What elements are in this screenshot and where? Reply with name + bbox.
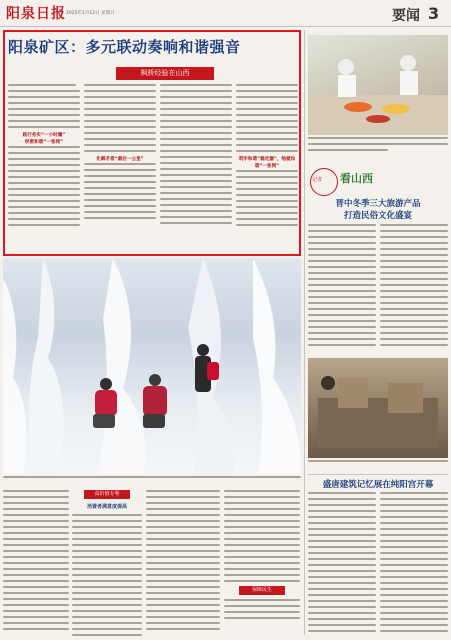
masthead xyxy=(0,0,451,27)
lead-subtitle-1: 践行务实“一小时圈” xyxy=(22,133,66,138)
section-name: 要闻 xyxy=(392,8,420,24)
lead-subtitle-2: 织密和谐“一张网” xyxy=(24,140,64,145)
lead-subtitle-3: 化解矛盾“最后一公里” xyxy=(96,157,144,162)
wood-photo-caption xyxy=(308,460,448,472)
bottom-column-1 xyxy=(3,490,69,636)
badge-top-text: 记者 xyxy=(312,177,323,183)
right-column-2 xyxy=(380,224,448,354)
lead-column-2 xyxy=(84,84,156,252)
section-rule xyxy=(308,474,448,475)
bottom-column-3 xyxy=(146,490,220,636)
bottom-column-4 xyxy=(224,490,300,636)
lead-column-3 xyxy=(160,84,232,252)
tag-patents: 高价值专利 xyxy=(84,490,130,499)
bottom-right-headline[interactable]: 盛唐建筑记忆展在纯阳宫开幕 xyxy=(322,480,434,490)
lead-column-4 xyxy=(236,84,298,252)
ice-photo-caption xyxy=(3,476,301,486)
food-photo xyxy=(308,35,448,135)
lead-column-1 xyxy=(8,84,80,252)
cooking-scene-icon xyxy=(308,35,448,135)
badge-title: 看山西 xyxy=(340,172,373,185)
ice-scene-icon xyxy=(3,258,301,474)
tag-livelihood: 保障民生 xyxy=(239,586,285,595)
right-headline[interactable]: 晋中冬季三大旅游产品 xyxy=(335,199,421,209)
woodcraft-photo xyxy=(308,358,448,458)
lead-headline[interactable]: 阳泉矿区：多元联动奏响和谐强音 xyxy=(8,38,241,56)
bottom-right-column-2 xyxy=(380,492,448,636)
right-subheadline[interactable]: 打造民俗文化盛宴 xyxy=(343,211,412,221)
lead-subtitle-4: 筑牢和谐“稳定器”，绘就和谐“一张网” xyxy=(238,157,296,169)
woodcraft-scene-icon xyxy=(308,358,448,458)
column-divider xyxy=(304,30,305,635)
lead-subhead-banner: 枫桥经验在山西 xyxy=(116,67,214,80)
food-photo-caption xyxy=(308,137,448,163)
tag-consumer: 消费者满意度提高 xyxy=(86,504,127,510)
right-column-1 xyxy=(308,224,376,354)
issue-date: 2025年1月12日 星期日 xyxy=(66,11,115,16)
newspaper-logo: 阳泉日报 xyxy=(6,6,66,22)
ice-photo xyxy=(3,258,301,474)
bottom-right-column-1 xyxy=(308,492,376,636)
bottom-column-2 xyxy=(72,490,142,636)
page-number: 3 xyxy=(428,4,440,23)
